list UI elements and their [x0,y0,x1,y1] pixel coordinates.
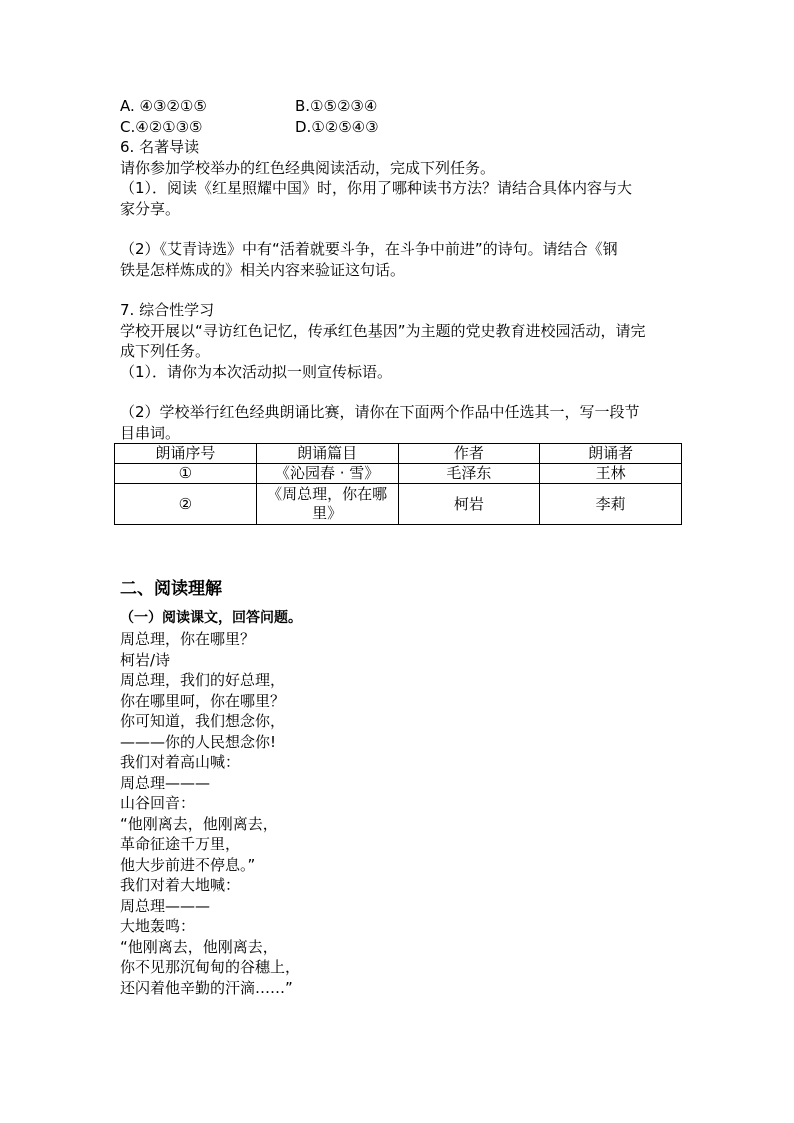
q7-task2-line2: 目串词。 [120,423,181,442]
poem-line: 你可知道，我们想念你， [120,712,286,730]
q6-title: 6. 名著导读 [120,138,200,156]
table-header-cell: 作者 [398,444,540,464]
table-cell: 毛泽东 [398,464,540,484]
poem-line: 你在哪里呵，你在哪里？ [120,691,286,710]
table-header-cell: 朗诵篇目 [256,444,398,464]
poem-line: 柯岩/诗 [120,650,171,669]
poem-text [120,629,682,998]
poem-line: ———你的人民想念你! [120,732,277,751]
poem-line: 周总理，我们的好总理， [120,671,286,689]
poem-line: 革命征途千万里， [120,835,241,853]
table-cell: ② [115,484,257,525]
table-row [115,484,682,525]
table-cell: 李莉 [540,484,682,525]
q7-intro-line1: 学校开展以“寻访红色记忆，传承红色基因”为主题的党史教育进校园活动，请完 [120,321,646,340]
q7-title: 7. 综合性学习 [120,301,215,319]
q7-intro-line2: 成下列任务。 [120,342,211,360]
option-b: B.①⑤②③④ [295,97,378,115]
option-d: D.①②⑤④③ [295,117,379,136]
q6-task1-line2: 家分享。 [120,199,181,218]
poem-line: 还闪着他辛勤的汗滴……” [120,978,293,997]
option-c: C.④②①③⑤ [120,117,203,136]
table-header-cell: 朗诵者 [540,444,682,464]
poem-line: 你不见那沉甸甸的谷穗上， [120,958,301,976]
poem-line: “他刚离去，他刚离去， [120,814,278,833]
table-cell: 《沁园春 · 雪》 [256,464,398,484]
poem-line: 他大步前进不停息。” [120,855,256,874]
q6-task2-line1: （2）《艾青诗选》中有“活着就要斗争，在斗争中前进”的诗句。请结合《钢 [120,240,618,258]
poem-line: 我们对着大地喊： [120,876,241,894]
table-cell: 柯岩 [398,484,540,525]
table-cell: 王林 [540,464,682,484]
title-line: 里》 [312,504,343,522]
q7-task2-line1: （2）学校举行红色经典朗诵比赛，请你在下面两个作品中任选其一，写一段节 [120,403,640,421]
table-cell: ① [115,464,257,484]
title-line: 《周总理，你在哪 [267,485,388,503]
table-header-cell: 朗诵序号 [115,444,257,464]
table-row [115,464,682,484]
poem-line: 山谷回音： [120,794,196,812]
section-heading: 二、阅读理解 [120,579,222,599]
table-header-row [115,444,682,464]
q7-task1: （1）．请你为本次活动拟一则宣传标语。 [120,362,393,381]
table-cell-title [256,484,398,525]
recitation-table [114,443,682,525]
answer-options-row-2 [120,117,682,138]
section-subheading: （一）阅读课文，回答问题。 [120,610,302,626]
q6-intro: 请你参加学校举办的红色经典阅读活动，完成下列任务。 [120,158,496,177]
q6-task2-line2: 铁是怎样炼成的》相关内容来验证这句话。 [120,260,406,279]
document-page [120,96,682,998]
answer-options-row-1 [120,96,682,117]
poem-line: 周总理——— [120,773,211,792]
poem-line: 大地轰鸣： [120,917,196,935]
option-a: A. ④③②①⑤ [120,97,207,115]
poem-line: “他刚离去，他刚离去， [120,937,278,956]
poem-line: 周总理，你在哪里？ [120,630,256,648]
poem-line: 我们对着高山喊： [120,753,241,771]
poem-line: 周总理——— [120,896,211,915]
q6-task1-line1: （1）．阅读《红星照耀中国》时，你用了哪种读书方法？请结合具体内容与大 [120,179,633,197]
